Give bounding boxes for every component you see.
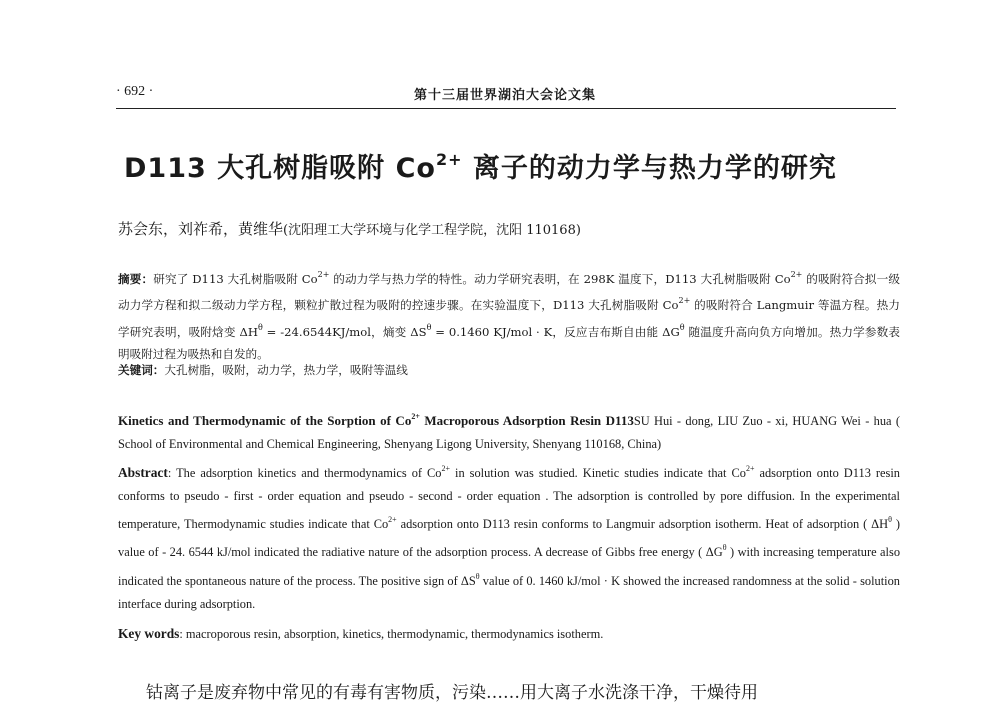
body-text-first-line: 钴离子是废弃物中常见的有毒有害物质，污染……用大离子水洗涤干净，干燥待用 — [146, 683, 758, 703]
abstract-en-text: value of 0. 1460 kJ/mol · K showed the increased randomness at the solid - solution interface during adsorption. — [118, 573, 900, 612]
sup: θ — [722, 543, 727, 553]
abstract-en-text: in solution was studied. Kinetic studies indicate that Co — [450, 465, 746, 480]
header-divider — [116, 108, 896, 109]
abstract-en-text: ) value of - 24. 6544 kJ/mol indicated the radiative nature of the adsorption process. A decrease of Gibbs free energy ( ΔG — [118, 517, 900, 560]
abstract-cn-text: 的吸附符合 Langmuir 等温方程。热力学研究表明，吸附焓变 ΔH — [118, 298, 900, 339]
keywords-en — [118, 626, 603, 642]
abstract-en-label: Abstract — [118, 464, 168, 480]
abstract-cn-text: = 0.1460 KJ/mol · K，反应吉布斯自由能 ΔG — [431, 324, 680, 339]
abstract-cn-text: 的动力学与热力学的特性。动力学研究表明，在 298K 温度下，D113 大孔树脂吸附 Co — [329, 272, 791, 286]
keywords-en-label: Key words — [118, 626, 180, 641]
sup: 2+ — [745, 463, 755, 473]
abstract-en-text: adsorption onto D113 resin conforms to Langmuir adsorption isotherm. Heat of adsorption ( ΔH — [396, 517, 889, 532]
keywords-cn-text: 大孔树脂，吸附，动力学，热力学，吸附等温线 — [164, 363, 408, 377]
title-prefix: D113 大孔树脂吸附 Co — [124, 153, 436, 184]
sup: 2+ — [790, 270, 803, 279]
sup: θ — [888, 515, 892, 525]
abstract-en-text: : The adsorption kinetics and thermodynamics of Co — [167, 465, 442, 480]
title-suffix: 离子的动力学与热力学的研究 — [462, 153, 837, 184]
abstract-cn-text: = -24.6544KJ/mol，熵变 ΔS — [262, 324, 427, 339]
abstract-cn-text: 研究了 D113 大孔树脂吸附 Co — [153, 272, 318, 286]
paper-title — [124, 146, 837, 185]
english-title-text: Kinetics and Thermodynamic of the Sorption of Co — [118, 413, 412, 428]
english-title — [118, 413, 634, 428]
title-superscript: 2+ — [435, 150, 463, 169]
sup: θ — [475, 571, 480, 581]
keywords-cn — [118, 362, 408, 378]
keywords-cn-label: 关键词： — [118, 363, 165, 377]
author-names-cn: 苏会东，刘祚希，黄维华 — [118, 220, 284, 238]
abstract-en-text: ) with increasing temperature also indicated the spontaneous nature of the process. The positive sign of ΔS — [118, 545, 901, 588]
authors-cn — [118, 218, 581, 239]
sup: 2+ — [411, 412, 420, 421]
english-affiliation: ( School of Environmental and Chemical Engineering, Shenyang Ligong University, Shenyang 110168, China) — [118, 414, 901, 452]
sup: 2+ — [678, 296, 691, 306]
abstract-cn-label: 摘要： — [118, 272, 154, 286]
affiliation-cn: (沈阳理工大学环境与化学工程学院，沈阳 110168) — [283, 223, 581, 238]
english-authors: SU Hui - dong, LIU Zuo - xi, HUANG Wei - hua — [633, 414, 892, 428]
running-header — [116, 84, 896, 106]
sup: θ — [257, 322, 263, 332]
abstract-en-text: adsorption onto D113 resin conforms to pseudo - first - order equation and pseudo - second - order equation . The adsorption is controlled by pore diffusion. In the experimental temperature, Thermodynamic studies indicate that Co — [118, 465, 900, 532]
abstract-cn — [118, 264, 900, 366]
sup: θ — [679, 322, 685, 332]
sup: 2+ — [388, 515, 397, 525]
sup: 2+ — [317, 270, 330, 279]
english-title-text: Macroporous Adsorption Resin D113 — [419, 413, 634, 428]
abstract-cn-text: 的吸附符合拟一级动力学方程和拟二级动力学方程，颗粒扩散过程为吸附的控速步骤。在实验温度下，D113 大孔树脂吸附 Co — [118, 272, 900, 313]
sup: 2+ — [441, 463, 450, 473]
journal-title: 第十三届世界湖泊大会论文集 — [414, 88, 597, 103]
english-abstract-block — [118, 405, 900, 616]
page-number: · 692 · — [116, 84, 154, 99]
abstract-cn-text: 随温度升高向负方向增加。热力学参数表明吸附过程为吸热和自发的。 — [118, 324, 901, 362]
keywords-en-text: : macroporous resin, absorption, kinetics, thermodynamic, thermodynamics isotherm. — [179, 627, 604, 641]
sup: θ — [426, 322, 432, 332]
